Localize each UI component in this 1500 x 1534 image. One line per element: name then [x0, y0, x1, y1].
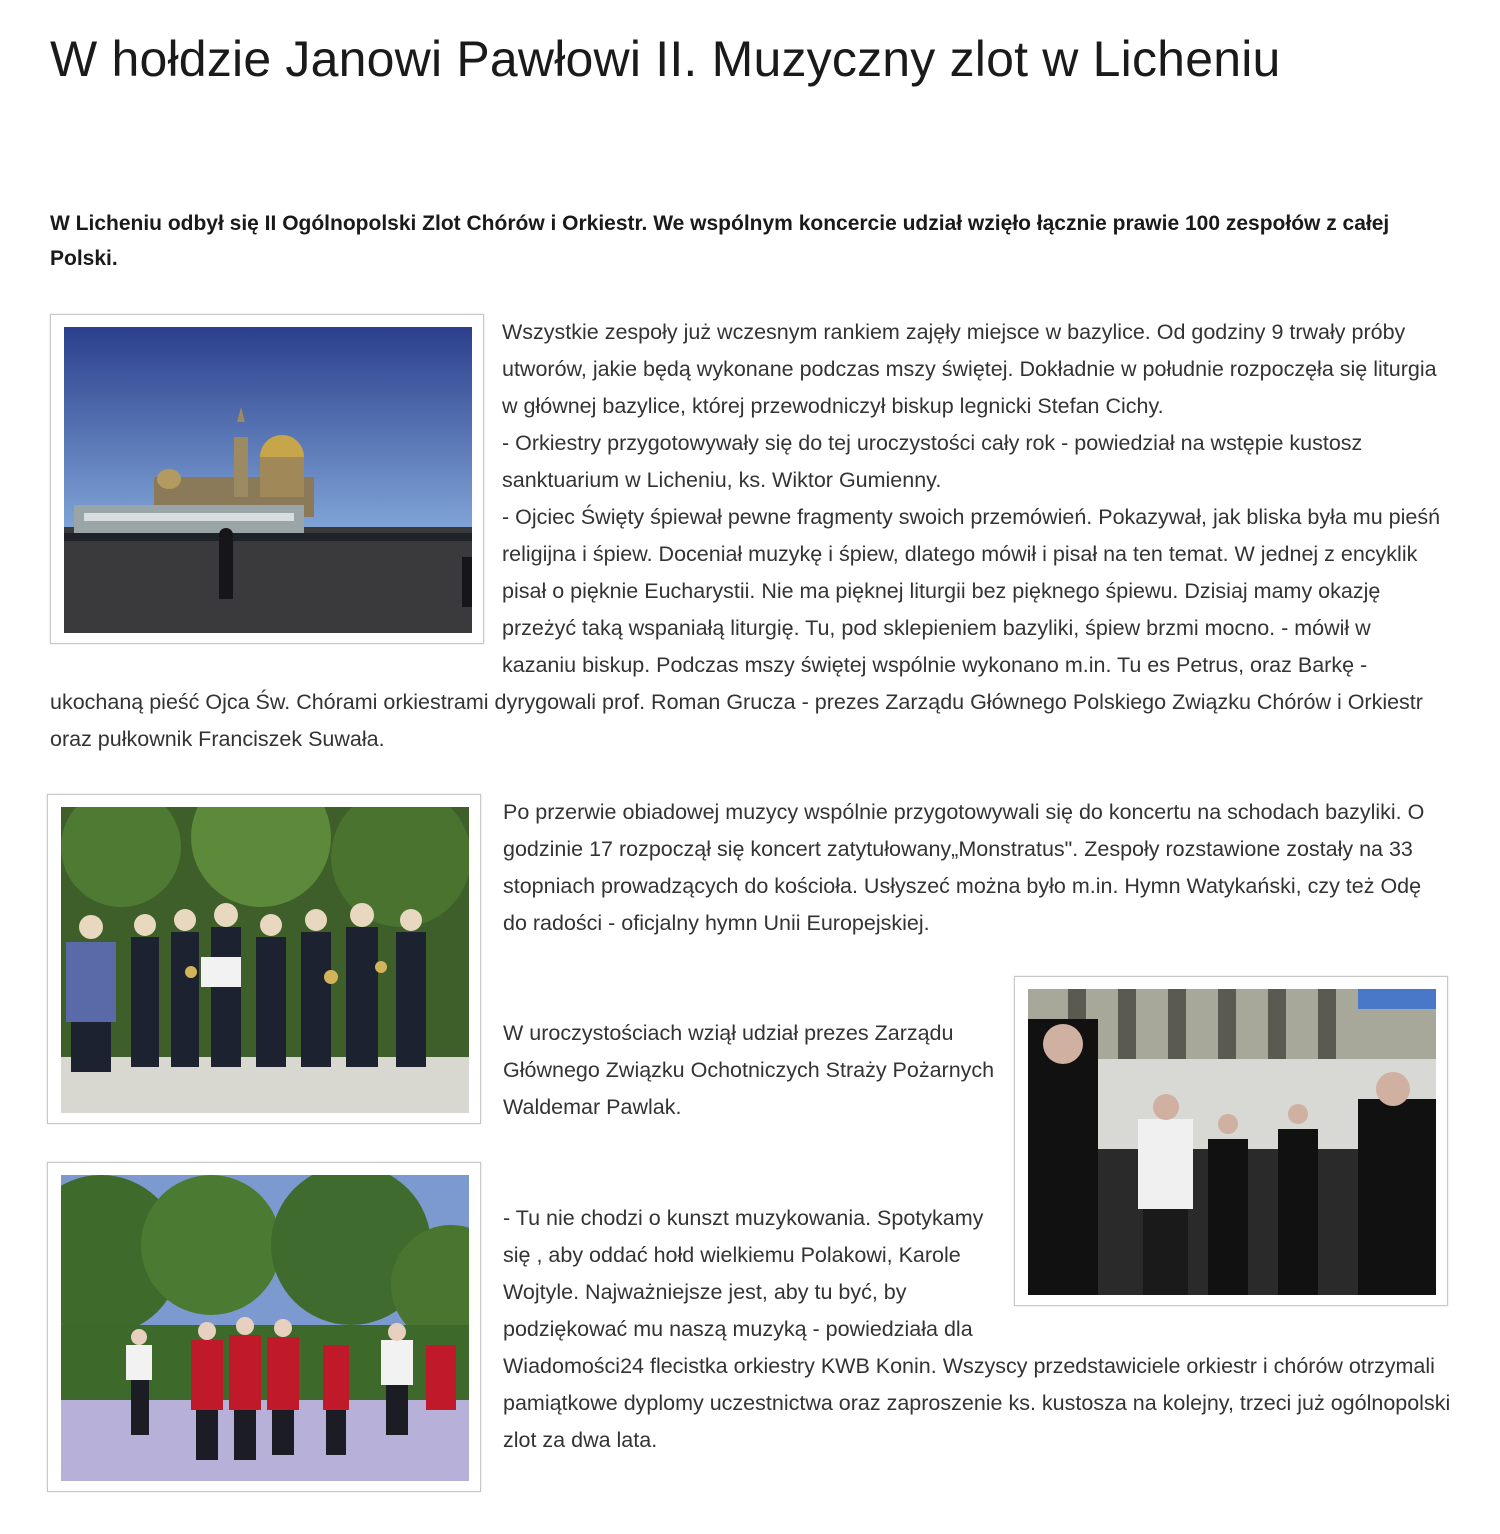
paragraph-1: Wszystkie zespoły już wczesnym rankiem zajęły miejsce w bazylice. Od godziny 9 trwały próby utworów, jakie będą wykonane podczas mszy świętej. Dokładnie w południe rozpoczęła się liturgia w głównej bazylice, której przewodniczył biskup legnicki Stefan Cichy.	[502, 320, 1437, 418]
article-title: W hołdzie Janowi Pawłowi II. Muzyczny zlot w Licheniu	[50, 31, 1281, 87]
photo-crowd	[1014, 976, 1448, 1306]
brass-band-image	[61, 807, 469, 1113]
choir-image	[61, 1175, 469, 1481]
photo-brass-band	[47, 794, 481, 1124]
paragraph-2: - Orkiestry przygotowywały się do tej uroczystości cały rok - powiedział na wstępie kustosz sanktuarium w Licheniu, ks. Wiktor Gumienny.	[502, 431, 1363, 492]
basilica-image	[64, 327, 472, 633]
paragraph-5: W uroczystościach wziął udział prezes Zarządu Głównego Związku Ochotniczych Straży Pożarnych Waldemar Pawlak.	[503, 1021, 995, 1119]
paragraph-4: Po przerwie obiadowej muzycy wspólnie przygotowywali się do koncertu na schodach bazyliki. O godzinie 17 rozpoczął się koncert zatytułowany„Monstratus". Zespoły rozstawione zostały na 33 stopniach prowadzących do kościoła. Usłyszeć można było m.in. Hymn Watykański, czy też Odę do radości - oficjalny hymn Unii Europejskiej.	[503, 800, 1425, 935]
paragraph-3: - Ojciec Święty śpiewał pewne fragmenty swoich przemówień. Pokazywał, jak bliska była mu pieśń religijna i śpiew. Doceniał muzykę i śpiew, dlatego mówił i pisał na ten temat. W jednej z encyklik pisał o pięknie Eucharystii. Nie ma pięknej liturgii bez pięknego śpiewu. Dzisiaj mamy okazję przeżyć taką wspaniałą liturgię. Tu, pod sklepieniem bazyliki, śpiew brzmi mocno. - mówił w kazaniu biskup. Podczas mszy świętej wspólnie wykonano m.in. Tu es Petrus, oraz Barkę - ukochaną pieść Ojca Św. Chórami orkiestrami dyrygowali prof. Roman Grucza - prezes Zarządu Głównego Polskiego Związku Chórów i Orkiestr oraz pułkownik Franciszek Suwała.	[50, 505, 1441, 751]
paragraph-6: - Tu nie chodzi o kunszt muzykowania. Spotykamy się , aby oddać hołd wielkiemu Polakowi, Karole Wojtyle. Najważniejsze jest, aby tu być, by podziękować mu naszą muzyką - powiedziała dla Wiadomości24 flecistka orkiestry KWB Konin. Wszyscy przedstawiciele orkiestr i chórów otrzymali pamiątkowe dyplomy uczestnictwa oraz zaproszenie ks. kustosza na kolejny, trzeci już ogólnopolski zlot za dwa lata.	[503, 1206, 1451, 1452]
photo-basilica	[50, 314, 484, 644]
photo-choir	[47, 1162, 481, 1492]
crowd-image	[1028, 989, 1436, 1295]
article-lead: W Licheniu odbył się II Ogólnopolski Zlot Chórów i Orkiestr. We wspólnym koncercie udział wzięło łącznie prawie 100 zespołów z całej Polski.	[50, 212, 1390, 270]
